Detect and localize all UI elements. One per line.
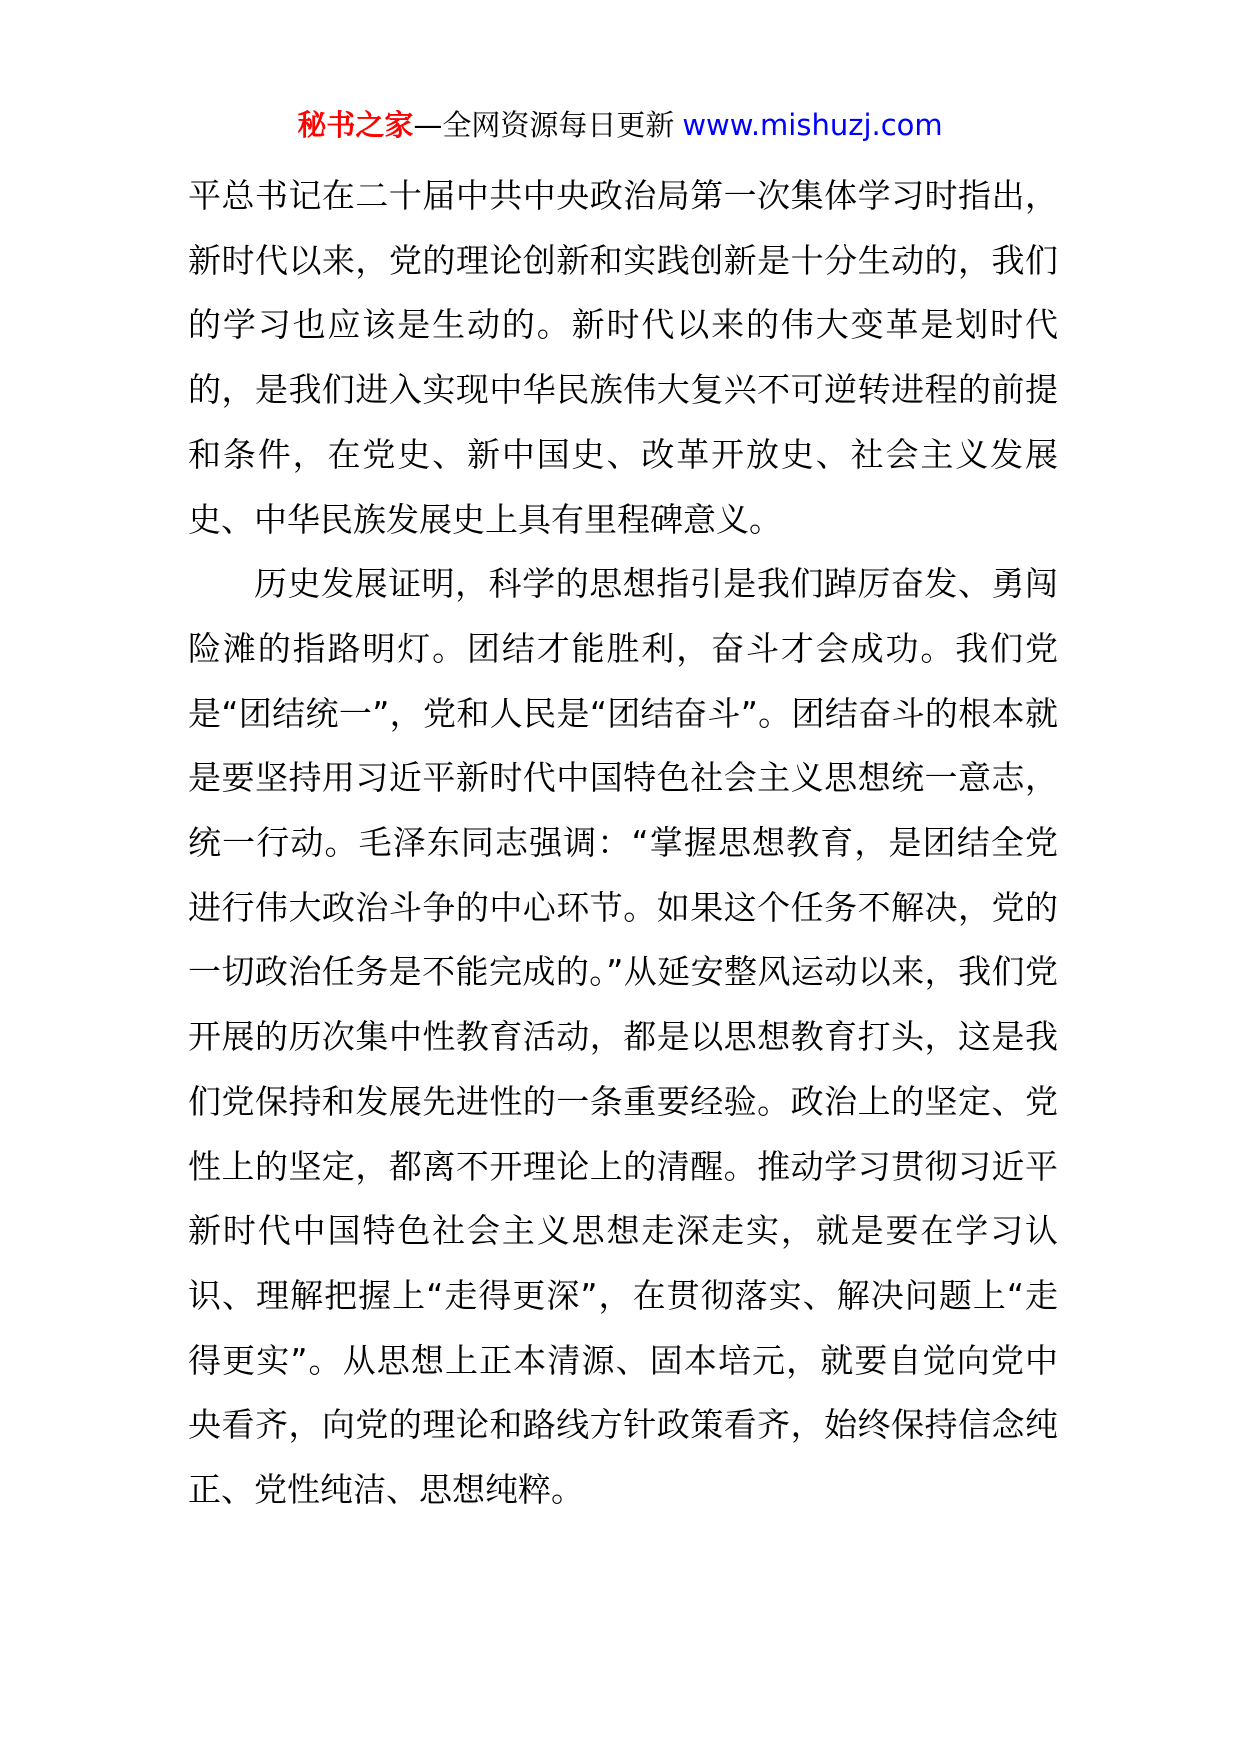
page-header xyxy=(0,100,1240,150)
paragraph-1: 平总书记在二十届中共中央政治局第一次集体学习时指出，新时代以来，党的理论创新和实践创新是十分生动的，我们的学习也应该是生动的。新时代以来的伟大变革是划时代的，是我们进入实现中华民族伟大复兴不可逆转进程的前提和条件，在党史、新中国史、改革开放史、社会主义发展史、中华民族发展史上具有里程碑意义。 xyxy=(188,176,1058,539)
site-brand: 秘书之家 xyxy=(297,108,414,142)
document-body xyxy=(188,164,1058,1523)
site-tagline: —全网资源每日更新 xyxy=(413,108,675,142)
paragraph-2: 历史发展证明，科学的思想指引是我们踔厉奋发、勇闯险滩的指路明灯。团结才能胜利，奋斗才会成功。我们党是“团结统一”，党和人民是“团结奋斗”。团结奋斗的根本就是要坚持用习近平新时代中国特色社会主义思想统一意志，统一行动。毛泽东同志强调：“掌握思想教育，是团结全党进行伟大政治斗争的中心环节。如果这个任务不解决，党的一切政治任务是不能完成的。”从延安整风运动以来，我们党开展的历次集中性教育活动，都是以思想教育打头，这是我们党保持和发展先进性的一条重要经验。政治上的坚定、党性上的坚定，都离不开理论上的清醒。推动学习贯彻习近平新时代中国特色社会主义思想走深走实，就是要在学习认识、理解把握上“走得更深”，在贯彻落实、解决问题上“走得更实”。从思想上正本清源、固本培元，就要自觉向党中央看齐，向党的理论和路线方针政策看齐，始终保持信念纯正、党性纯洁、思想纯粹。 xyxy=(188,564,1058,1510)
site-url-link[interactable]: www.mishuzj.com xyxy=(682,108,943,142)
